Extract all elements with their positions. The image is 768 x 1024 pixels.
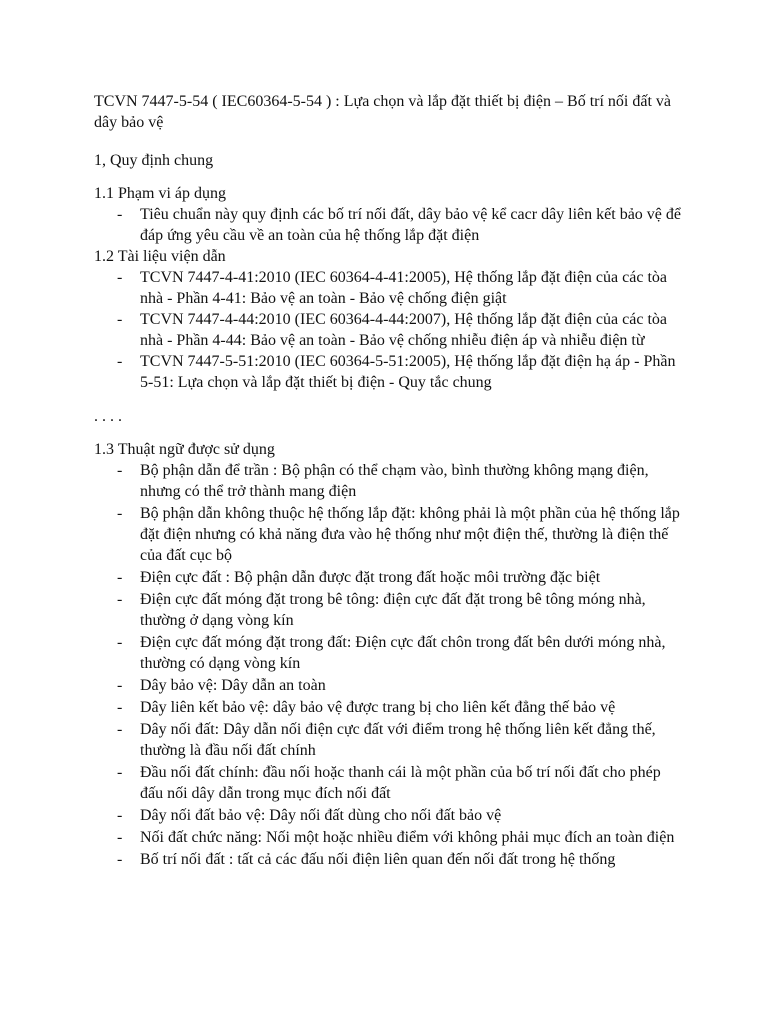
list-item — [94, 267, 684, 309]
list-item-text: Tiêu chuẩn này quy định các bố trí nối đất, dây bảo vệ kể cacr dây liên kết bảo vệ để đáp ứng yêu cầu về an toàn của hệ thống lắp đặt điện — [140, 206, 682, 244]
list-item-text: Dây bảo vệ: Dây dẫn an toàn — [140, 677, 326, 694]
list-item — [94, 351, 684, 393]
list-item — [94, 719, 684, 761]
list-item-text: Điện cực đất : Bộ phận dẫn được đặt trong đất hoặc môi trường đặc biệt — [140, 569, 601, 586]
list-item — [94, 503, 684, 566]
list-item — [94, 589, 684, 631]
list-item — [94, 805, 684, 826]
bullet-dash: - — [117, 807, 123, 824]
list-item — [94, 632, 684, 674]
bullet-dash: - — [117, 829, 123, 846]
list-item — [94, 762, 684, 804]
list-item — [94, 460, 684, 502]
bullet-dash: - — [117, 569, 123, 586]
bullet-dash: - — [117, 505, 123, 522]
list-item-text: Dây nối đất: Dây dẫn nối điện cực đất với điểm trong hệ thống liên kết đẳng thế, thường là đầu nối đất chính — [140, 721, 656, 759]
section-1-2-heading: 1.2 Tài liệu viện dẫn — [94, 248, 226, 265]
list-item-text: Điện cực đất móng đặt trong bê tông: điện cực đất đặt trong bê tông móng nhà, thường ở dạng vòng kín — [140, 591, 646, 629]
list-item-text: TCVN 7447-5-51:2010 (IEC 60364-5-51:2005), Hệ thống lắp đặt điện hạ áp - Phần 5-51: Lựa chọn và lắp đặt thiết bị điện - Quy tắc chung — [140, 353, 676, 391]
bullet-dash: - — [117, 206, 123, 223]
list-item — [94, 849, 684, 870]
ellipsis-text: . . . . — [94, 408, 122, 425]
bullet-dash: - — [117, 699, 123, 716]
bullet-dash: - — [117, 634, 123, 651]
list-item — [94, 827, 684, 848]
list-item-text: Đầu nối đất chính: đầu nối hoặc thanh cái là một phần của bố trí nối đất cho phép đấu nối dây dẫn trong mục đích nối đất — [140, 764, 661, 802]
section-1-heading: 1, Quy định chung — [94, 152, 214, 169]
scope-list — [94, 204, 684, 246]
list-item-text: TCVN 7447-4-41:2010 (IEC 60364-4-41:2005), Hệ thống lắp đặt điện của các tòa nhà - Phần 4-41: Bảo vệ an toàn - Bảo vệ chống điện giật — [140, 269, 667, 307]
list-item — [94, 567, 684, 588]
list-item — [94, 309, 684, 351]
terms-list — [94, 460, 684, 870]
list-item-text: Điện cực đất móng đặt trong đất: Điện cực đất chôn trong đất bên dưới móng nhà, thường có dạng vòng kín — [140, 634, 666, 672]
list-item-text: Bố trí nối đất : tất cả các đấu nối điện liên quan đến nối đất trong hệ thống — [140, 851, 616, 868]
list-item — [94, 204, 684, 246]
list-item-text: Bộ phận dẫn để trần : Bộ phận có thể chạm vào, bình thường không mạng điện, nhưng có thể trở thành mang điện — [140, 462, 649, 500]
document-page — [94, 91, 684, 870]
bullet-dash: - — [117, 591, 123, 608]
bullet-dash: - — [117, 311, 123, 328]
list-item-text: TCVN 7447-4-44:2010 (IEC 60364-4-44:2007), Hệ thống lắp đặt điện của các tòa nhà - Phần 4-44: Bảo vệ an toàn - Bảo vệ chống nhiễu điện áp và nhiễu điện từ — [140, 311, 667, 349]
bullet-dash: - — [117, 353, 123, 370]
document-title: TCVN 7447-5-54 ( IEC60364-5-54 ) : Lựa chọn và lắp đặt thiết bị điện – Bố trí nối đất và dây bảo vệ — [94, 93, 671, 131]
list-item — [94, 675, 684, 696]
references-list — [94, 267, 684, 393]
section-1-1-heading: 1.1 Phạm vi áp dụng — [94, 185, 226, 202]
list-item-text: Nối đất chức năng: Nối một hoặc nhiều điểm với không phải mục đích an toàn điện — [140, 829, 675, 846]
bullet-dash: - — [117, 462, 123, 479]
bullet-dash: - — [117, 677, 123, 694]
section-1-3-heading: 1.3 Thuật ngữ được sử dụng — [94, 441, 275, 458]
list-item — [94, 697, 684, 718]
bullet-dash: - — [117, 269, 123, 286]
list-item-text: Dây liên kết bảo vệ: dây bảo vệ được trang bị cho liên kết đẳng thế bảo vệ — [140, 699, 616, 716]
list-item-text: Bộ phận dẫn không thuộc hệ thống lắp đặt: không phải là một phần của hệ thống lắp đặt điện nhưng có khả năng đưa vào hệ thống như một điện thế, thường là điện thế của đất cục bộ — [140, 505, 680, 564]
bullet-dash: - — [117, 721, 123, 738]
bullet-dash: - — [117, 764, 123, 781]
list-item-text: Dây nối đất bảo vệ: Dây nối đất dùng cho nối đất bảo vệ — [140, 807, 502, 824]
bullet-dash: - — [117, 851, 123, 868]
